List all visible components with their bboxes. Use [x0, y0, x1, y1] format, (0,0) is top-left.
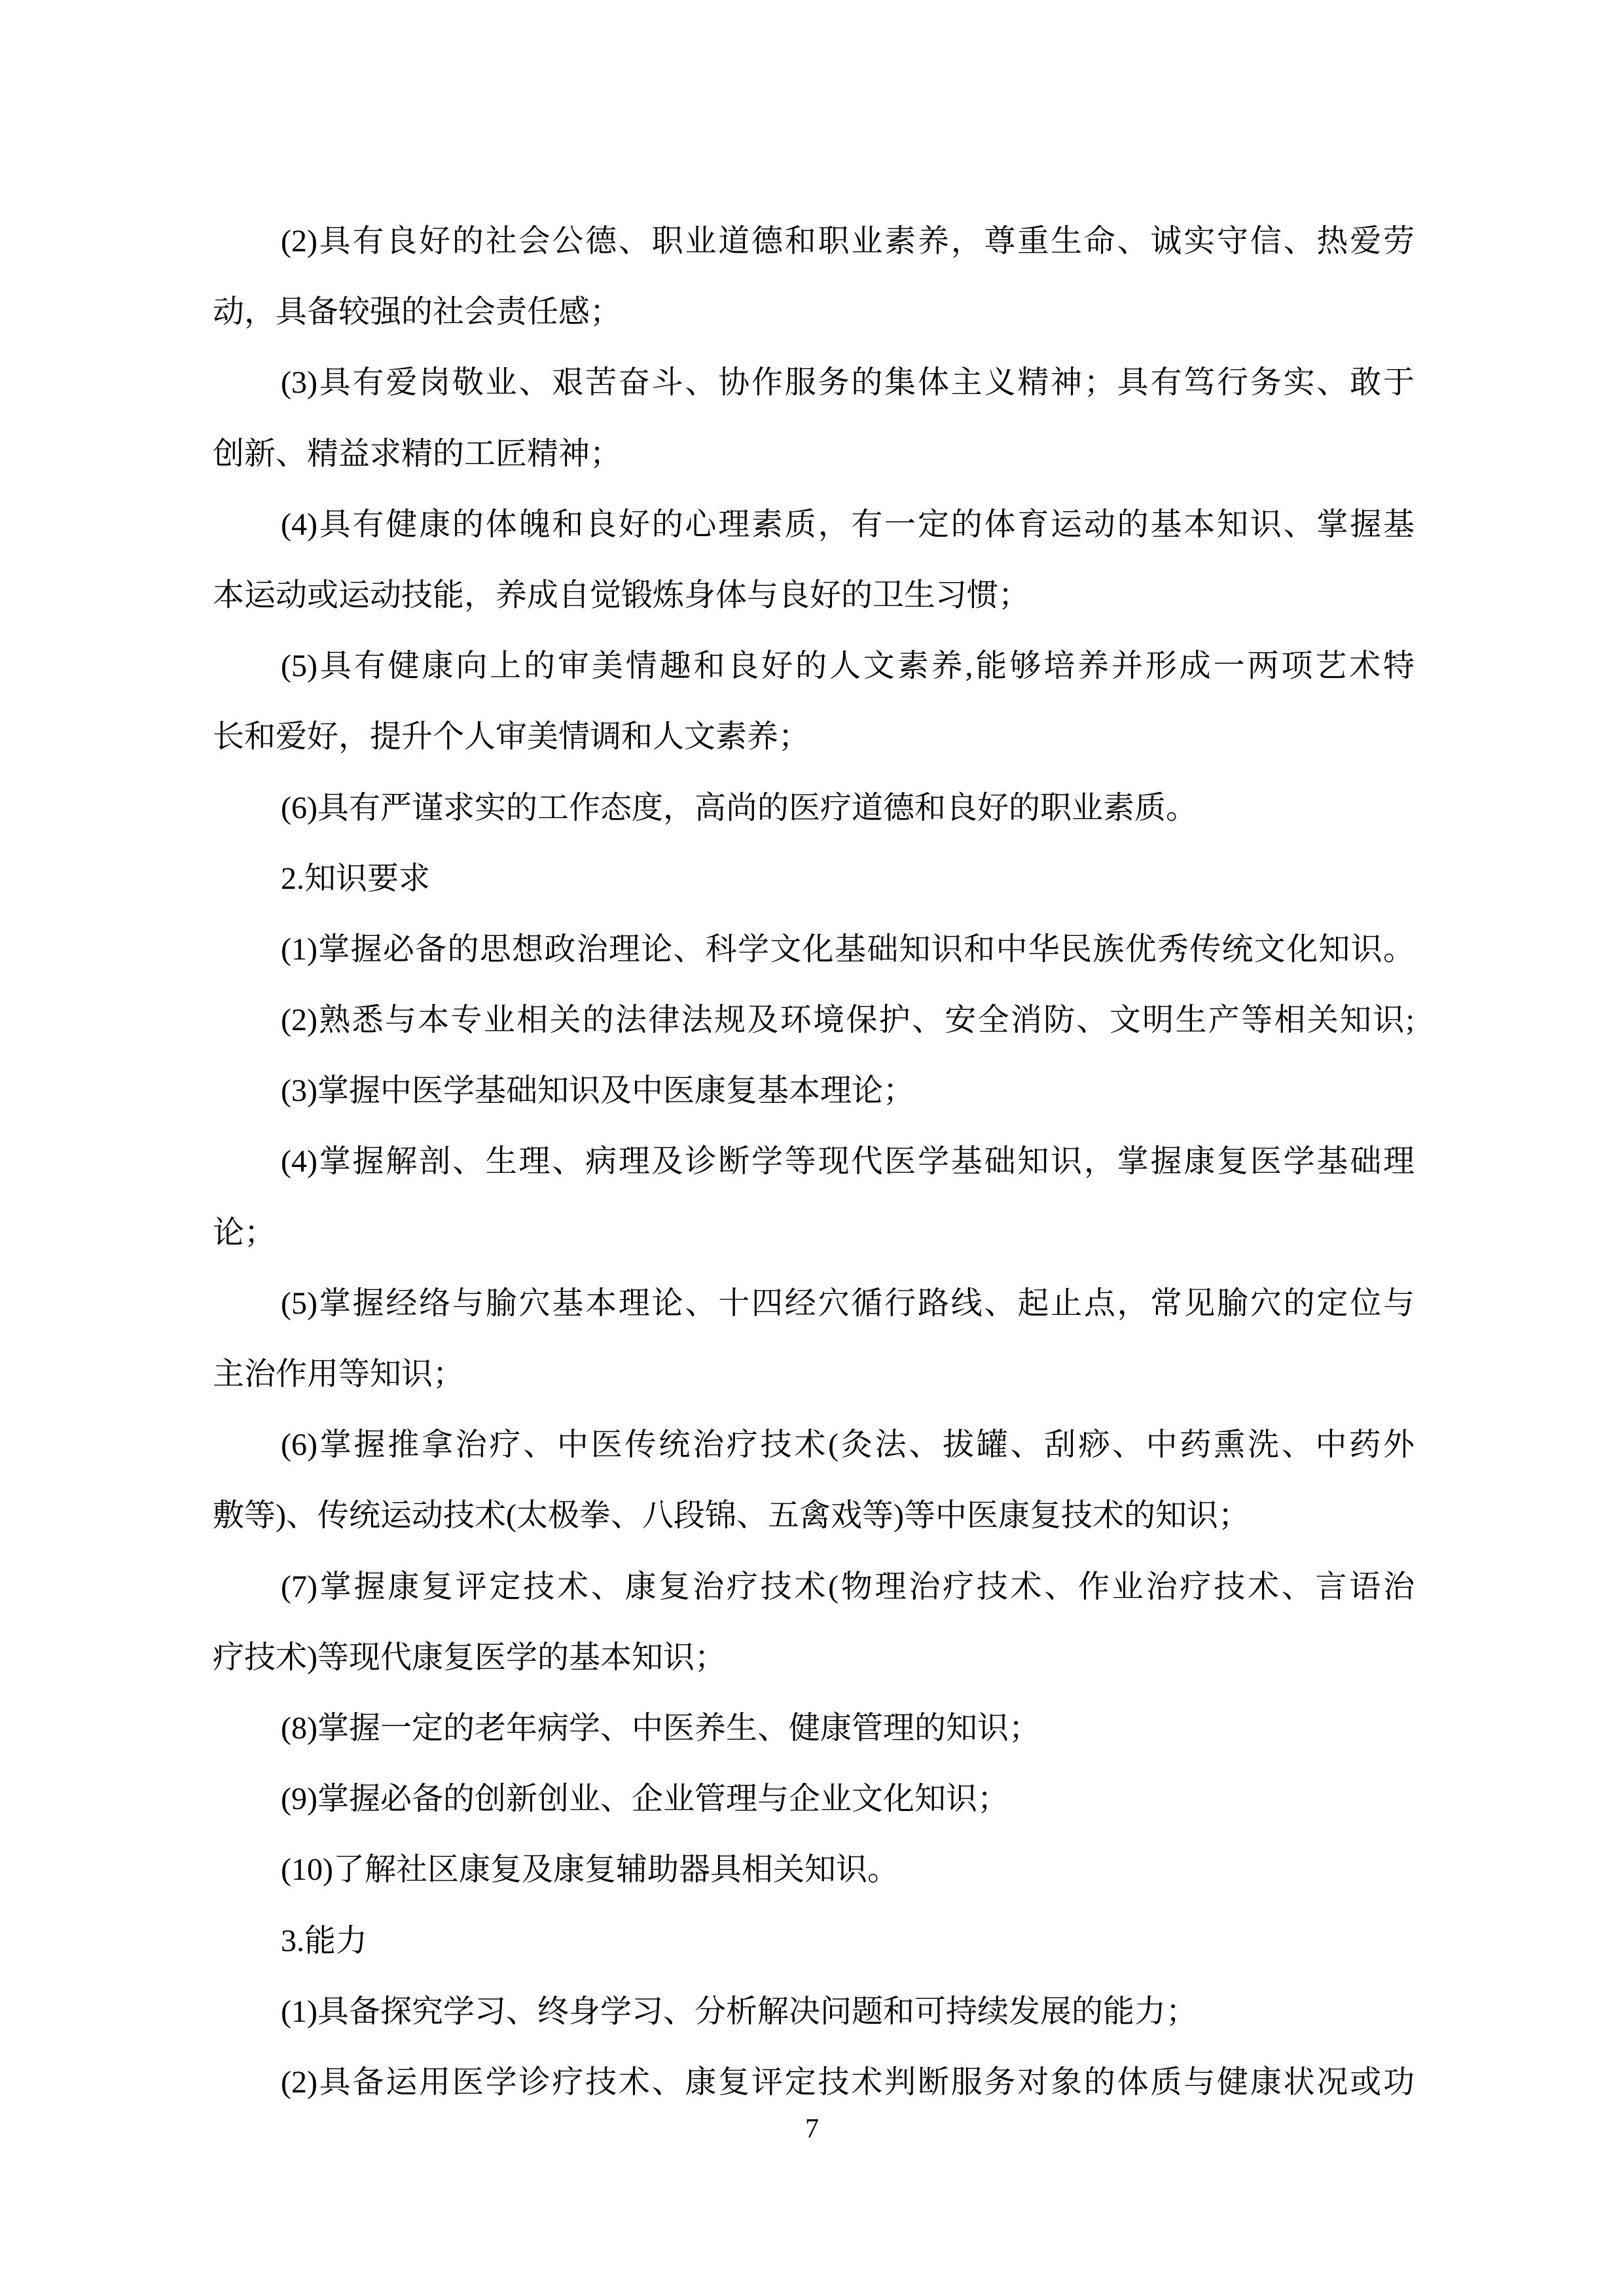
text-line: (2)具备运用医学诊疗技术、康复评定技术判断服务对象的体质与健康状况或功: [281, 2064, 1415, 2100]
text-line: 长和爱好，提升个人审美情调和人文素养；: [213, 719, 810, 755]
text-line: (3)具有爱岗敬业、艰苦奋斗、协作服务的集体主义精神；具有笃行务实、敢于: [281, 365, 1415, 401]
text-line: (7)掌握康复评定技术、康复治疗技术(物理治疗技术、作业治疗技术、言语治: [281, 1569, 1415, 1604]
text-line: (5)具有健康向上的审美情趣和良好的人文素养,能够培养并形成一两项艺术特: [281, 649, 1415, 684]
text-line: (2)熟悉与本专业相关的法律法规及环境保护、安全消防、文明生产等相关知识;: [281, 1003, 1415, 1038]
text-line: (4)掌握解剖、生理、病理及诊断学等现代医学基础知识，掌握康复医学基础理: [281, 1144, 1415, 1179]
text-line: (1)掌握必备的思想政治理论、科学文化基础知识和中华民族优秀传统文化知识。: [281, 931, 1415, 967]
text-line: 主治作用等知识；: [213, 1357, 465, 1391]
text-line: 敷等)、传统运动技术(太极拳、八段锦、五禽戏等)等中医康复技术的知识；: [213, 1498, 1250, 1534]
text-line: (5)掌握经络与腧穴基本理论、十四经穴循行路线、起止点，常见腧穴的定位与: [281, 1285, 1415, 1321]
text-line: 3.能力: [281, 1923, 368, 1958]
text-line: (4)具有健康的体魄和良好的心理素质，有一定的体育运动的基本知识、掌握基: [281, 507, 1415, 542]
text-line: 动，具备较强的社会责任感；: [213, 295, 622, 330]
text-line: 疗技术)等现代康复医学的基本知识；: [213, 1640, 726, 1675]
text-line: 本运动或运动技能，养成自觉锻炼身体与良好的卫生习惯；: [213, 577, 1030, 613]
text-line: 论；: [213, 1215, 276, 1250]
text-line: (2)具有良好的社会公德、职业道德和职业素养，尊重生命、诚实守信、热爱劳: [281, 224, 1415, 259]
text-line: (10)了解社区康复及康复辅助器具相关知识。: [281, 1852, 899, 1888]
text-line: (8)掌握一定的老年病学、中医养生、健康管理的知识；: [281, 1710, 1040, 1746]
text-line: (1)具备探究学习、终身学习、分析解决问题和可持续发展的能力；: [281, 1994, 1197, 2029]
text-line: 2.知识要求: [281, 861, 431, 896]
text-line: (6)具有严谨求实的工作态度，高尚的医疗道德和良好的职业素质。: [281, 790, 1197, 825]
text-line: (3)掌握中医学基础知识及中医康复基本理论；: [281, 1073, 914, 1109]
text-line: 创新、精益求精的工匠精神；: [213, 436, 622, 471]
page-number: 7: [805, 2114, 819, 2144]
text-line: (6)掌握推拿治疗、中医传统治疗技术(灸法、拔罐、刮痧、中药熏洗、中药外: [281, 1427, 1415, 1463]
text-line: (9)掌握必备的创新创业、企业管理与企业文化知识；: [281, 1782, 1009, 1817]
document-body: [213, 206, 1415, 2118]
